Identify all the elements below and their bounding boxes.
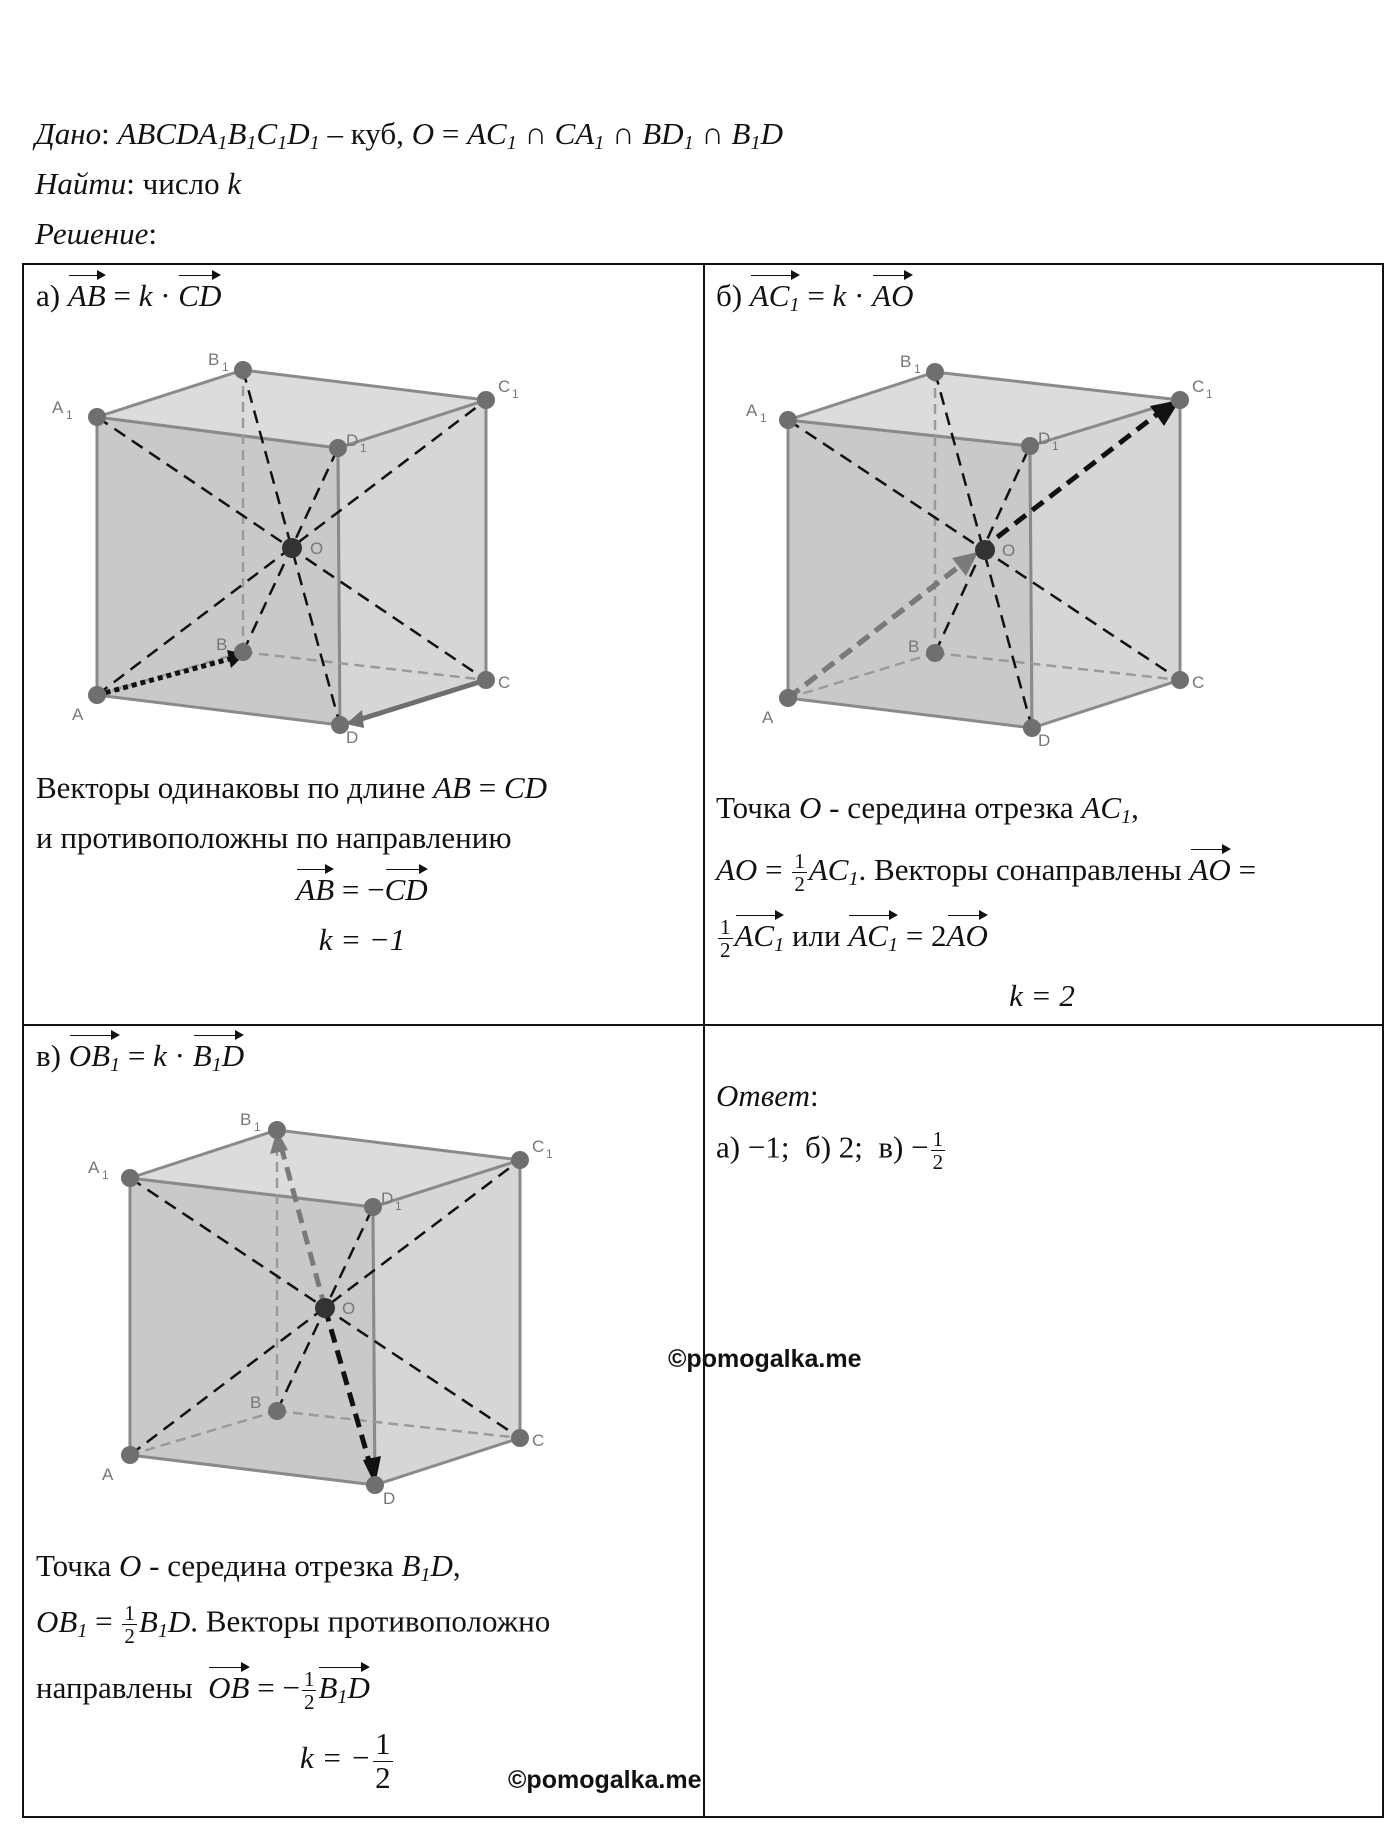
cell-c-text2: $OB_1$ = $\frac{1}{2}$ $B_1D$. Векторы противоположно [36, 1601, 551, 1649]
cube-figure-b [740, 340, 1260, 750]
watermark-bottom: ©pomogalka.me [508, 1766, 702, 1794]
svg-text:A: A [102, 1465, 114, 1484]
answer-values: а) −1; б) 2; в) − $\frac{1}{2}$ [716, 1127, 944, 1175]
cell-b-title: б) $AC_1 = k$ · AO [716, 272, 913, 317]
svg-text:D: D [346, 431, 359, 450]
svg-text:A: A [762, 708, 774, 727]
cell-a-formula: AB = −CD [22, 866, 702, 908]
svg-text:A: A [72, 705, 84, 724]
svg-text:1: 1 [1206, 387, 1213, 401]
svg-text:A: A [88, 1158, 100, 1177]
svg-text:D: D [1038, 429, 1051, 448]
svg-text:B: B [900, 352, 912, 371]
svg-text:1: 1 [254, 1120, 261, 1134]
cell-b-text3: $\frac{1}{2}$ $AC_1$ или $AC_1 = 2AO$ [716, 912, 988, 961]
svg-text:1: 1 [66, 408, 73, 422]
svg-text:C: C [532, 1137, 545, 1156]
svg-text:1: 1 [1052, 439, 1059, 453]
cell-c-title: в) $OB_1 = k \cdot B_1D$ [36, 1032, 244, 1077]
svg-text:1: 1 [512, 387, 519, 401]
cell-b-text1: Точка O - середина отрезка $AC_1$, [716, 790, 1139, 829]
svg-text:A: A [746, 401, 758, 420]
svg-text:O: O [342, 1299, 356, 1318]
svg-text:D: D [346, 728, 359, 747]
cell-a-title: а) AB = k · CD [36, 272, 221, 314]
cell-c-k: k = − $\frac{1}{2}$ [300, 1726, 391, 1795]
svg-text:1: 1 [914, 362, 921, 376]
find-line: Найти: число k [35, 166, 242, 201]
svg-text:C: C [1192, 673, 1205, 692]
answer-label: Ответ [716, 1078, 810, 1113]
svg-text:1: 1 [360, 441, 367, 455]
table-horizontal-divider [24, 1024, 1382, 1026]
solution-label: Решение [35, 216, 149, 251]
svg-text:C: C [1192, 377, 1205, 396]
svg-text:B: B [250, 1393, 262, 1412]
given-label: Дано [35, 116, 102, 151]
cell-a-text2: и противоположны по направлению [36, 820, 512, 855]
svg-text:D: D [381, 1189, 394, 1208]
svg-text:D: D [383, 1489, 396, 1508]
cell-a-text1: Векторы одинаковы по длине AB = CD [36, 770, 548, 805]
cell-c-text3: направлены OB = − $\frac{1}{2}$ $B_1D$ [36, 1664, 370, 1713]
svg-text:1: 1 [222, 360, 229, 374]
svg-text:C: C [498, 673, 511, 692]
svg-text:B: B [216, 635, 228, 654]
svg-text:1: 1 [546, 1147, 553, 1161]
svg-text:C: C [532, 1431, 545, 1450]
svg-text:1: 1 [395, 1199, 402, 1213]
cell-c-text1: Точка O - середина отрезка $B_1D$, [36, 1548, 461, 1587]
watermark-middle: ©pomogalka.me [668, 1345, 862, 1373]
cube-figure-c [80, 1100, 600, 1520]
given-line: Дано: $ABCDA_1B_1C_1D_1$ – куб, $O = AC_1$ ∩ $CA_1$ ∩ $BD_1$ ∩ $B_1D$ [35, 116, 783, 155]
find-text: число [142, 166, 220, 201]
svg-text:O: O [310, 539, 324, 558]
cell-a-k: k = −1 [318, 922, 406, 957]
find-label: Найти [35, 166, 127, 201]
svg-text:B: B [908, 637, 920, 656]
cell-b-k: k = 2 [1009, 978, 1075, 1013]
svg-text:1: 1 [760, 411, 767, 425]
solution-line: Решение: [35, 216, 157, 251]
answer-label-line: Ответ: [716, 1078, 819, 1113]
cell-b-text2: AO = $\frac{1}{2}$ $AC_1$. Векторы сонаправлены AO = [716, 846, 1256, 895]
svg-text:A: A [52, 398, 64, 417]
svg-text:B: B [240, 1110, 252, 1129]
svg-text:D: D [1038, 731, 1051, 750]
given-text: куб, [350, 116, 404, 151]
cube-figure-a [40, 340, 560, 750]
svg-text:C: C [498, 377, 511, 396]
svg-text:B: B [208, 350, 220, 369]
table-vertical-divider [703, 265, 705, 1816]
svg-text:O: O [1002, 541, 1016, 560]
svg-text:1: 1 [102, 1168, 109, 1182]
